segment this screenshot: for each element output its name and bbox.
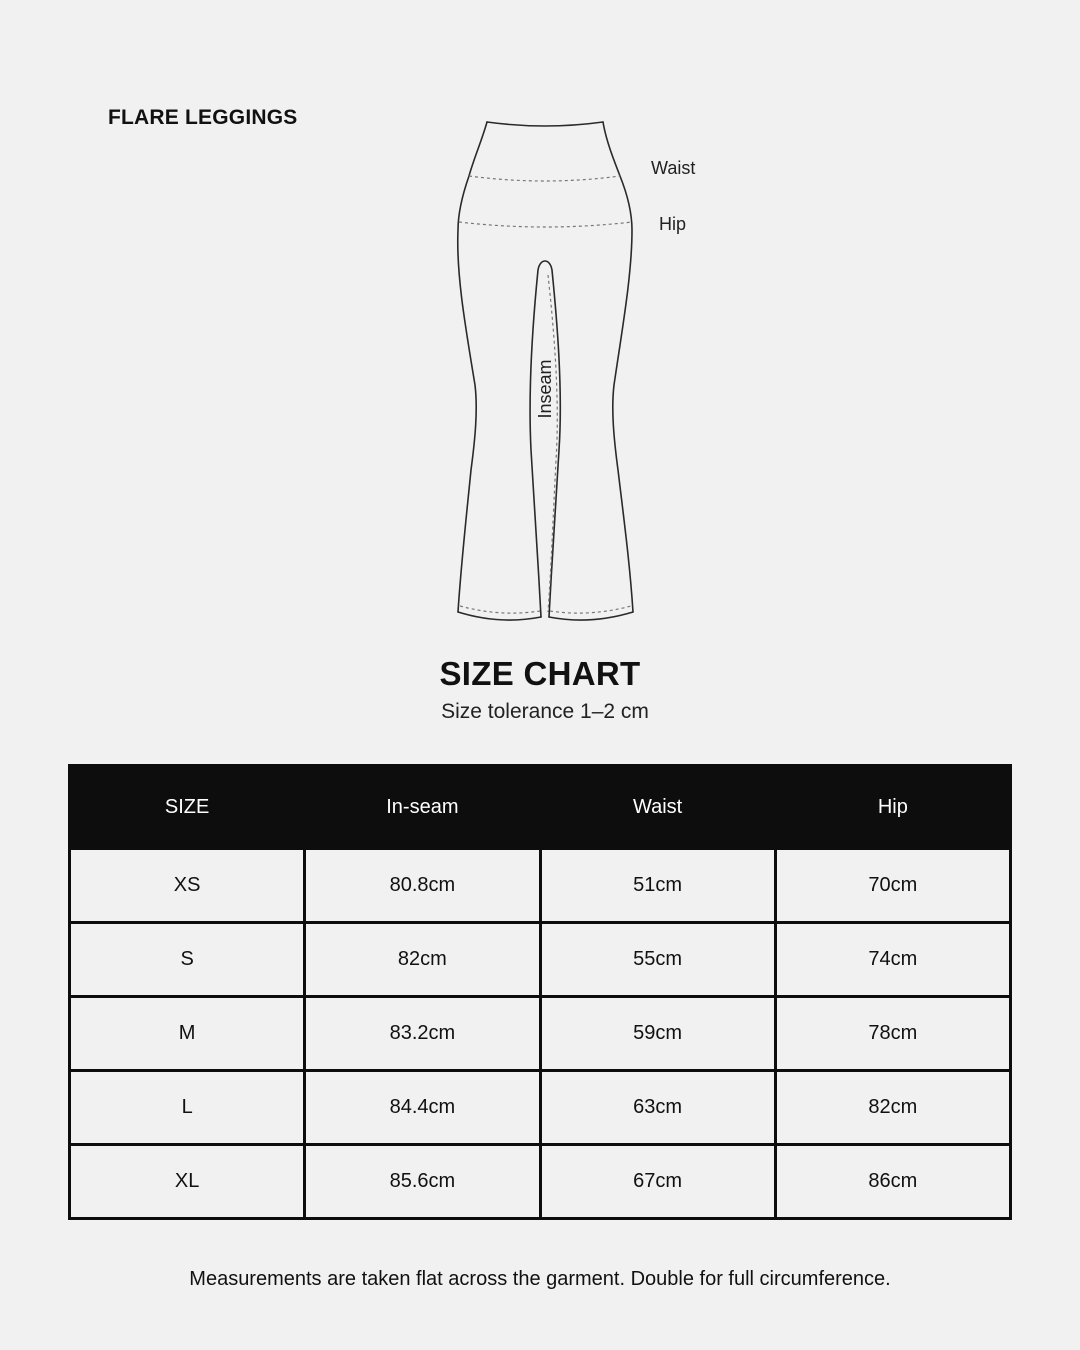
hem-left xyxy=(458,612,541,620)
hem-right xyxy=(549,612,633,620)
waist-measure-line xyxy=(469,176,620,181)
product-title: FLARE LEGGINGS xyxy=(108,106,298,129)
header-hip: Hip xyxy=(775,766,1010,849)
table-row xyxy=(70,997,1011,1071)
cell-size: XS xyxy=(70,849,305,923)
outline-right xyxy=(603,122,633,612)
size-table xyxy=(68,764,1012,1220)
measurement-footnote: Measurements are taken flat across the garment. Double for full circumference. xyxy=(189,1268,891,1290)
cell-waist: 51cm xyxy=(540,849,775,923)
cell-hip: 70cm xyxy=(775,849,1010,923)
cell-waist: 67cm xyxy=(540,1145,775,1219)
size-chart-title: SIZE CHART xyxy=(439,655,641,692)
hem-stitch-left xyxy=(460,606,540,613)
leggings-diagram xyxy=(0,0,1080,650)
waist-label: Waist xyxy=(651,158,696,178)
cell-size: XL xyxy=(70,1145,305,1219)
hip-label: Hip xyxy=(659,214,687,234)
cell-inseam: 85.6cm xyxy=(305,1145,540,1219)
size-chart-subtitle: Size tolerance 1–2 cm xyxy=(441,700,649,723)
cell-waist: 55cm xyxy=(540,923,775,997)
table-row xyxy=(70,923,1011,997)
cell-size: M xyxy=(70,997,305,1071)
table-row xyxy=(70,1145,1011,1219)
cell-inseam: 80.8cm xyxy=(305,849,540,923)
cell-size: S xyxy=(70,923,305,997)
cell-size: L xyxy=(70,1071,305,1145)
cell-inseam: 83.2cm xyxy=(305,997,540,1071)
cell-waist: 63cm xyxy=(540,1071,775,1145)
hip-measure-line xyxy=(459,222,632,227)
cell-inseam: 82cm xyxy=(305,923,540,997)
cell-hip: 86cm xyxy=(775,1145,1010,1219)
header-size: SIZE xyxy=(70,766,305,849)
cell-waist: 59cm xyxy=(540,997,775,1071)
cell-hip: 82cm xyxy=(775,1071,1010,1145)
inner-legs xyxy=(530,261,560,617)
cell-hip: 74cm xyxy=(775,923,1010,997)
header-waist: Waist xyxy=(540,766,775,849)
cell-inseam: 84.4cm xyxy=(305,1071,540,1145)
waistband-top xyxy=(487,122,603,126)
header-inseam: In-seam xyxy=(305,766,540,849)
cell-hip: 78cm xyxy=(775,997,1010,1071)
outline-left xyxy=(458,122,487,612)
hem-stitch-right xyxy=(550,606,631,613)
table-row xyxy=(70,1071,1011,1145)
inseam-label: Inseam xyxy=(535,359,555,419)
table-header-row xyxy=(70,766,1011,849)
table-row xyxy=(70,849,1011,923)
